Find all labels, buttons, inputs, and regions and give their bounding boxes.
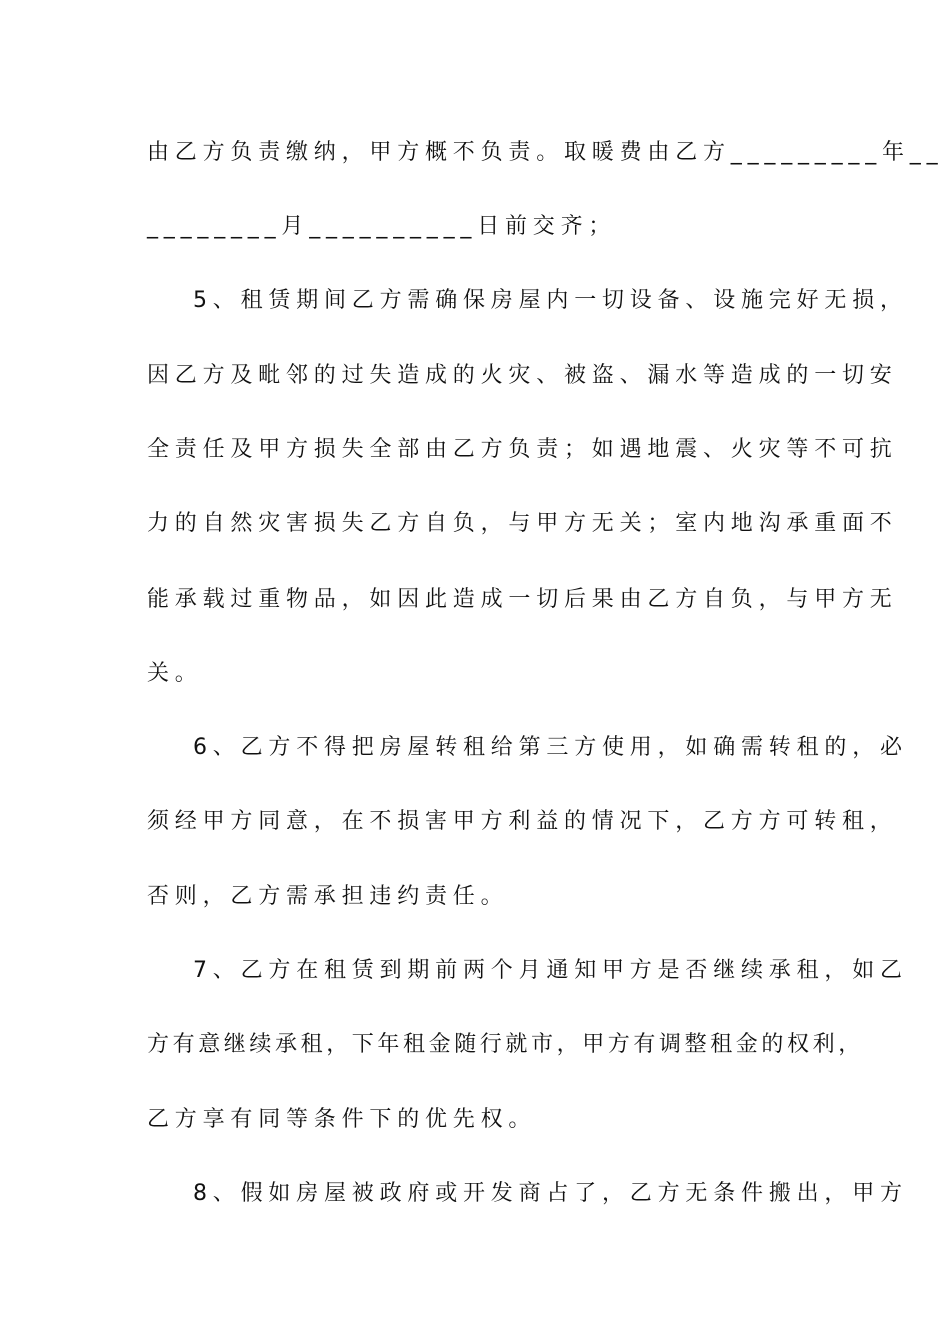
text-line: 须经甲方同意，在不损害甲方利益的情况下，乙方方可转租， [147, 809, 898, 834]
text-line: 因乙方及毗邻的过失造成的火灾、被盗、漏水等造成的一切安 [147, 363, 898, 388]
text-line: 方有意继续承租，下年租金随行就市，甲方有调整租金的权利， [147, 1032, 864, 1057]
paragraph-6-start: 6、乙方不得把房屋转租给第三方使用，如确需转租的，必 [193, 735, 908, 760]
paragraph-5-start: 5、租赁期间乙方需确保房屋内一切设备、设施完好无损， [193, 288, 908, 313]
text-line: 否则，乙方需承担违约责任。 [147, 884, 509, 909]
text-line: 乙方享有同等条件下的优先权。 [147, 1107, 537, 1132]
text-line: 力的自然灾害损失乙方自负，与甲方无关；室内地沟承重面不 [147, 511, 898, 536]
text-line: ________月__________日前交齐； [147, 214, 617, 239]
text-line: 能承载过重物品，如因此造成一切后果由乙方自负，与甲方无 [147, 587, 898, 612]
paragraph-8-start: 8、假如房屋被政府或开发商占了，乙方无条件搬出，甲方 [193, 1181, 908, 1206]
text-line: 由乙方负责缴纳，甲方概不负责。取暖费由乙方_________年__ [147, 140, 944, 165]
text-line: 全责任及甲方损失全部由乙方负责；如遇地震、火灾等不可抗 [147, 437, 898, 462]
text-line: 关。 [147, 661, 203, 686]
paragraph-7-start: 7、乙方在租赁到期前两个月通知甲方是否继续承租，如乙 [193, 958, 908, 983]
